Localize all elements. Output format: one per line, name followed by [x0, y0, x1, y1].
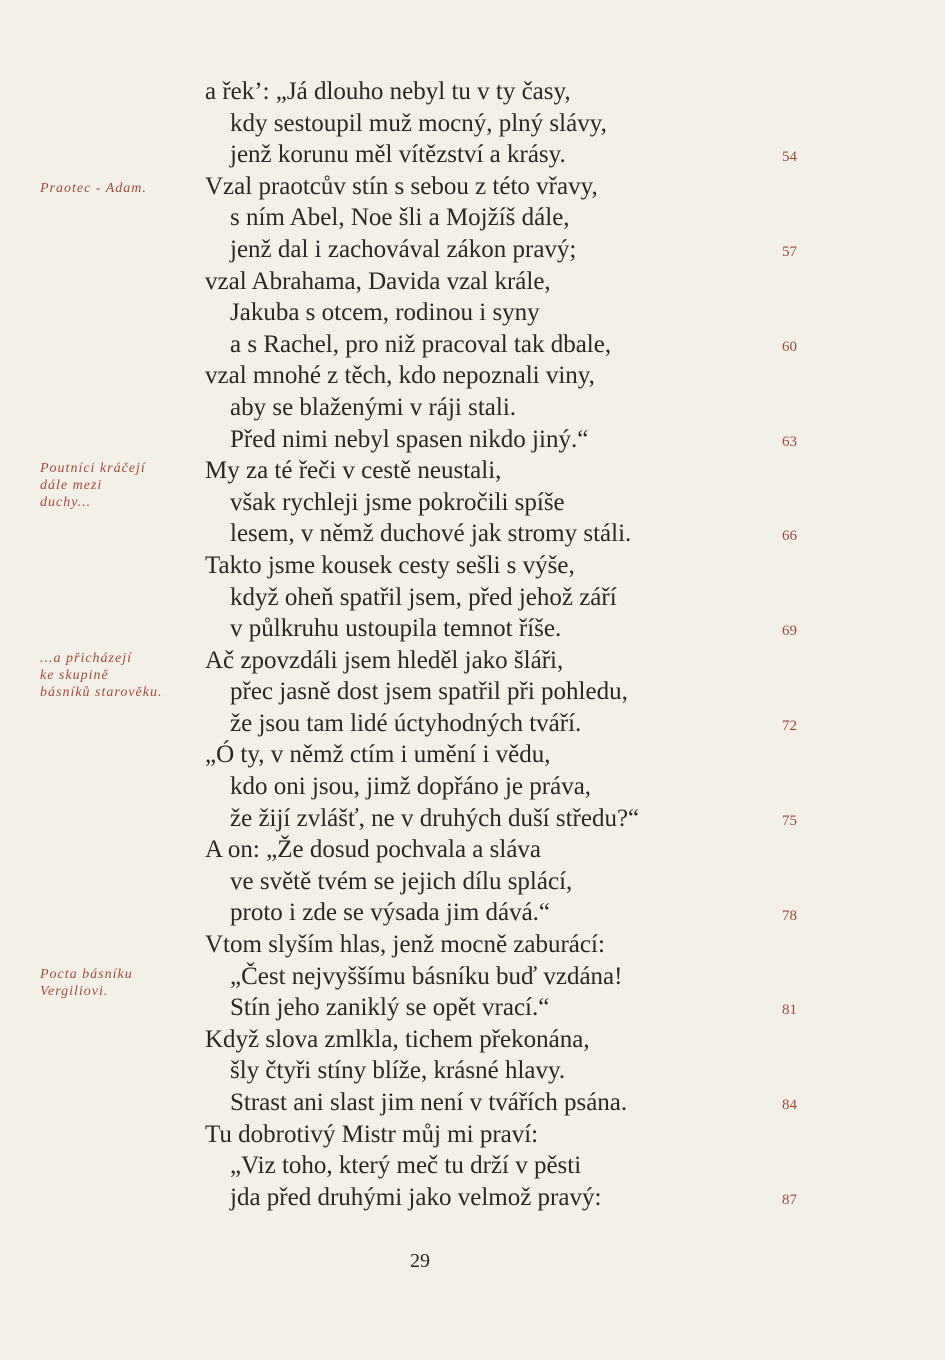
verse-line: lesem, v němž duchové jak stromy stáli. [230, 520, 632, 548]
poem-text [205, 76, 639, 1213]
verse-line: že jsou tam lidé úctyhodných tváří. [230, 709, 582, 737]
margin-note-line: duchy... [40, 495, 92, 510]
line-number: 75 [782, 812, 797, 829]
line-number: 78 [782, 907, 797, 924]
margin-note-poets [40, 650, 162, 701]
line-number: 66 [782, 528, 797, 545]
margin-note-vergil [40, 966, 133, 1000]
margin-note-line: ke skupině [40, 668, 109, 683]
verse-line: My za té řeči v cestě neustali, [205, 457, 502, 485]
line-number: 72 [782, 718, 797, 734]
margin-note-line: ...a přicházejí [40, 651, 132, 666]
verse-line: ve světě tvém se jejich dílu splácí, [230, 867, 573, 895]
verse-line: Vzal praotcův stín s sebou z této vřavy, [205, 172, 598, 200]
verse-line: Strast ani slast jim není v tvářích psána. [230, 1089, 628, 1116]
verse-line: jenž korunu měl vítězství a krásy. [230, 141, 566, 169]
verse-line: kdy sestoupil muž mocný, plný slávy, [230, 109, 607, 137]
line-number: 69 [782, 623, 797, 640]
margin-note-line: Pocta básníku [40, 967, 133, 982]
margin-note-line: dále mezi [40, 478, 103, 493]
line-number: 84 [782, 1097, 797, 1114]
verse-line: kdo oni jsou, jimž dopřáno je práva, [230, 773, 592, 801]
verse-line: a řek’: „Já dlouho nebyl tu v ty časy, [205, 78, 571, 105]
verse-line: Když slova zmlkla, tichem překonána, [205, 1025, 590, 1053]
margin-note-adam [40, 180, 147, 197]
verse-line: „Viz toho, který meč tu drží v pěsti [230, 1152, 582, 1180]
verse-line: Takto jsme kousek cesty sešli s výše, [205, 551, 575, 579]
verse-line: vzal mnohé z těch, kdo nepoznali viny, [205, 362, 595, 390]
verse-line: „Ó ty, v němž ctím i umění i vědu, [205, 741, 551, 769]
verse-line: Jakuba s otcem, rodinou i syny [230, 299, 540, 327]
line-number: 60 [782, 338, 797, 355]
line-number: 81 [782, 1002, 797, 1019]
verse-line: přec jasně dost jsem spatřil při pohledu, [230, 678, 628, 706]
verse-line: však rychleji jsme pokročili spíše [230, 488, 565, 516]
verse-line: Před nimi nebyl spasen nikdo jiný.“ [230, 425, 589, 453]
margin-note-line: Vergiliovi. [40, 984, 109, 999]
line-number: 57 [782, 244, 797, 260]
margin-note-line: Praotec - Adam. [40, 181, 147, 196]
verse-line: Vtom slyším hlas, jenž mocně zaburácí: [205, 931, 605, 959]
verse-line: Tu dobrotivý Mistr můj mi praví: [205, 1120, 539, 1148]
line-number: 54 [782, 149, 797, 166]
verse-line: Ač zpovzdáli jsem hleděl jako šláři, [205, 646, 564, 674]
margin-note-line: Poutníci kráčejí [40, 461, 146, 476]
margin-note-line: básníků starověku. [40, 685, 163, 700]
verse-line: šly čtyři stíny blíže, krásné hlavy. [230, 1057, 566, 1085]
verse-line: s ním Abel, Noe šli a Mojžíš dále, [230, 204, 570, 232]
verse-line: že žijí zvlášť, ne v druhých duší středu?“ [230, 804, 640, 832]
verse-line: vzal Abrahama, Davida vzal krále, [205, 267, 551, 295]
verse-line: jenž dal i zachovával zákon pravý; [230, 235, 577, 263]
margin-note-pilgrims [40, 460, 146, 511]
page-number: 29 [410, 1250, 430, 1272]
verse-line: A on: „Že dosud pochvala a sláva [205, 836, 542, 864]
verse-line: Stín jeho zaniklý se opět vrací.“ [230, 994, 550, 1022]
verse-line: když oheň spatřil jsem, před jehož září [230, 583, 617, 611]
line-number: 63 [782, 433, 797, 450]
verse-line: „Čest nejvyššímu básníku buď vzdána! [230, 962, 623, 990]
verse-line: proto i zde se výsada jim dává.“ [230, 899, 551, 927]
verse-line: jda před druhými jako velmož pravý: [230, 1183, 602, 1211]
line-number: 87 [782, 1192, 797, 1208]
verse-line: aby se blaženými v ráji stali. [230, 393, 517, 421]
verse-line: a s Rachel, pro niž pracoval tak dbale, [230, 330, 612, 358]
verse-line: v půlkruhu ustoupila temnot říše. [230, 615, 562, 643]
